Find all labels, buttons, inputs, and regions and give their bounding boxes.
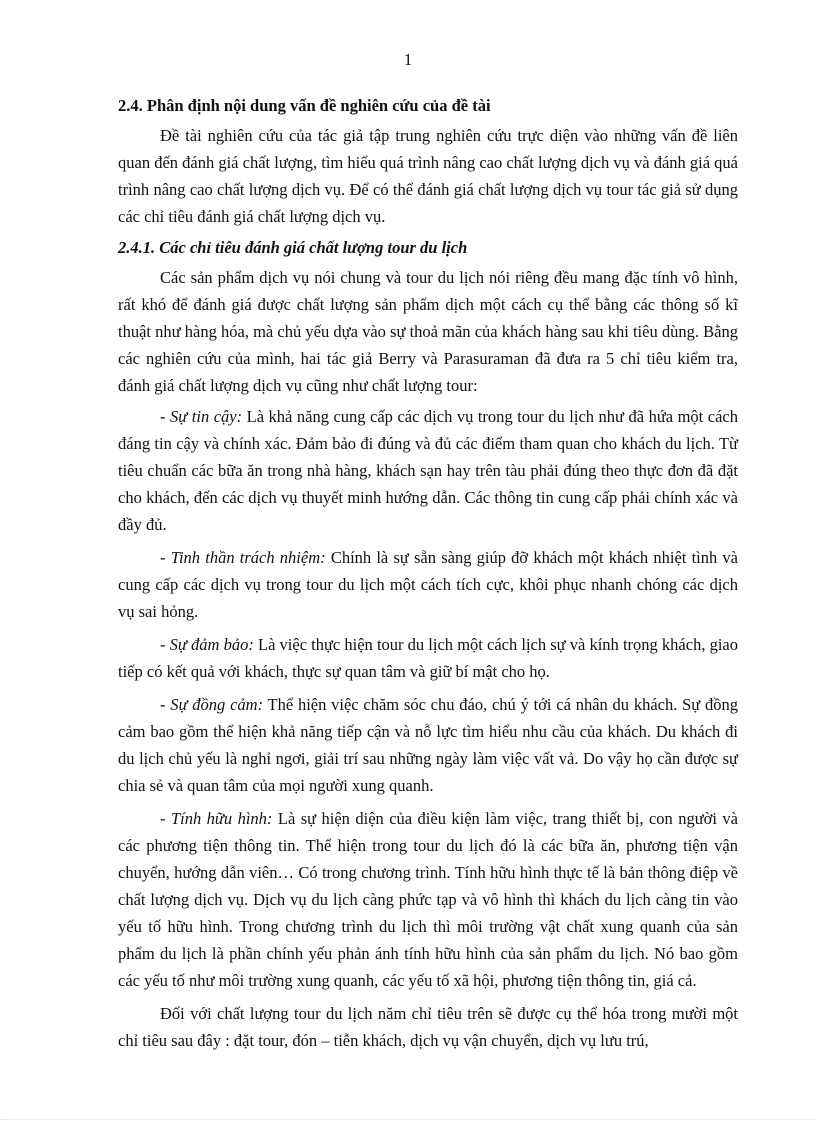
criterion-text: Thể hiện việc chăm sóc chu đáo, chú ý tới cá nhân du khách. Sự đồng cảm bao gồm thể hiện khả năng tiếp cận và nỗ lực tìm hiểu nhu cầu của khách. Du khách đi du lịch chủ yếu là nghỉ ngơi, giải trí sau những ngày làm việc vất vả. Do vậy họ cần được sự chia sẻ và quan tâm của mọi người xung quanh. [118,695,739,795]
criterion-term: Sự đồng cảm: [170,695,264,714]
criterion-term: Sự tin cậy: [170,407,243,426]
criterion-tangibles [118,805,738,994]
criterion-term: Tính hữu hình: [170,809,273,828]
page-number: 1 [403,50,413,69]
criterion-reliability [118,403,738,538]
criterion-empathy [118,691,738,799]
intro-paragraph: Đề tài nghiên cứu của tác giả tập trung nghiên cứu trực diện vào những vấn đề liên quan đến đánh giá chất lượng, tìm hiểu quá trình nâng cao chất lượng dịch vụ và đánh giá quá trình nâng cao chất lượng dịch vụ. Để có thể đánh giá chất lượng dịch vụ tour tác giả sử dụng các chỉ tiêu đánh giá chất lượng dịch vụ. [118,126,738,226]
criterion-text: Là khả năng cung cấp các dịch vụ trong tour du lịch như đã hứa một cách đáng tin cậy và chính xác. Đảm bảo đi đúng và đủ các điểm tham quan cho khách du lịch. Từ tiêu chuẩn các bữa ăn trong nhà hàng, khách sạn hay trên tàu phải đúng theo thực đơn đã đặt cho khách, đến các dịch vụ thuyết minh hướng dẫn. Các thông tin cung cấp phải chính xác và đầy đủ. [118,407,739,534]
criterion-prefix: - [160,695,171,714]
subsection-heading: 2.4.1. Các chỉ tiêu đánh giá chất lượng tour du lịch [118,238,468,257]
section-heading: 2.4. Phân định nội dung vấn đề nghiên cứu của đề tài [118,96,491,115]
criterion-assurance [118,631,738,685]
criterion-prefix: - [160,407,171,426]
criterion-text: Chính là sự sẵn sàng giúp đỡ khách một khách nhiệt tình và cung cấp các dịch vụ trong tour du lịch một cách tích cực, khôi phục nhanh chóng các dịch vụ sai hỏng. [118,548,739,621]
closing-paragraph: Đối với chất lượng tour du lịch năm chỉ tiêu trên sẽ được cụ thể hóa trong mười một chỉ tiêu sau đây : đặt tour, đón – tiễn khách, dịch vụ vận chuyển, dịch vụ lưu trú, [118,1004,738,1050]
criterion-prefix: - [160,635,170,654]
criterion-prefix: - [160,809,171,828]
page-bottom-divider [0,1119,816,1120]
criterion-prefix: - [160,548,171,567]
criterion-text: Là việc thực hiện tour du lịch một cách lịch sự và kính trọng khách, giao tiếp có kết quả với khách, thực sự quan tâm và giữ bí mật cho họ. [118,635,738,681]
criteria-intro-paragraph: Các sản phẩm dịch vụ nói chung và tour du lịch nói riêng đều mang đặc tính vô hình, rất khó để đánh giá được chất lượng sản phẩm dịch một cách cụ thể bằng các thông số kĩ thuật như hàng hóa, mà chủ yếu dựa vào sự thoả mãn của khách hàng sau khi tiêu dùng. Bằng các nghiên cứu của mình, hai tác giả Berry và Parasuraman đã đưa ra 5 chỉ tiêu kiểm tra, đánh giá chất lượng dịch vụ cũng như chất lượng tour: [118,268,738,395]
criterion-text: Là sự hiện diện của điều kiện làm việc, trang thiết bị, con người và các phương tiện thông tin. Thể hiện trong tour du lịch đó là các bữa ăn, phương tiện vận chuyển, hướng dẫn viên… Có trong chương trình. Tính hữu hình thực tế là bản thông điệp về chất lượng dịch vụ. Dịch vụ du lịch càng phức tạp và vô hình thì khách du lịch càng tin vào yếu tố hữu hình. Trong chương trình du lịch thì môi trường vật chất xung quanh của sản phẩm du lịch là phần chính yếu phản ánh tính hữu hình của sản phẩm du lịch. Nó bao gồm các yếu tố như môi trường xung quanh, các yếu tố xã hội, phương tiện thông tin, giá cả. [118,809,739,990]
criterion-responsiveness [118,544,738,625]
criterion-term: Sự đảm bảo: [169,635,254,654]
page-content [118,92,738,1058]
criterion-term: Tinh thần trách nhiệm: [170,548,326,567]
